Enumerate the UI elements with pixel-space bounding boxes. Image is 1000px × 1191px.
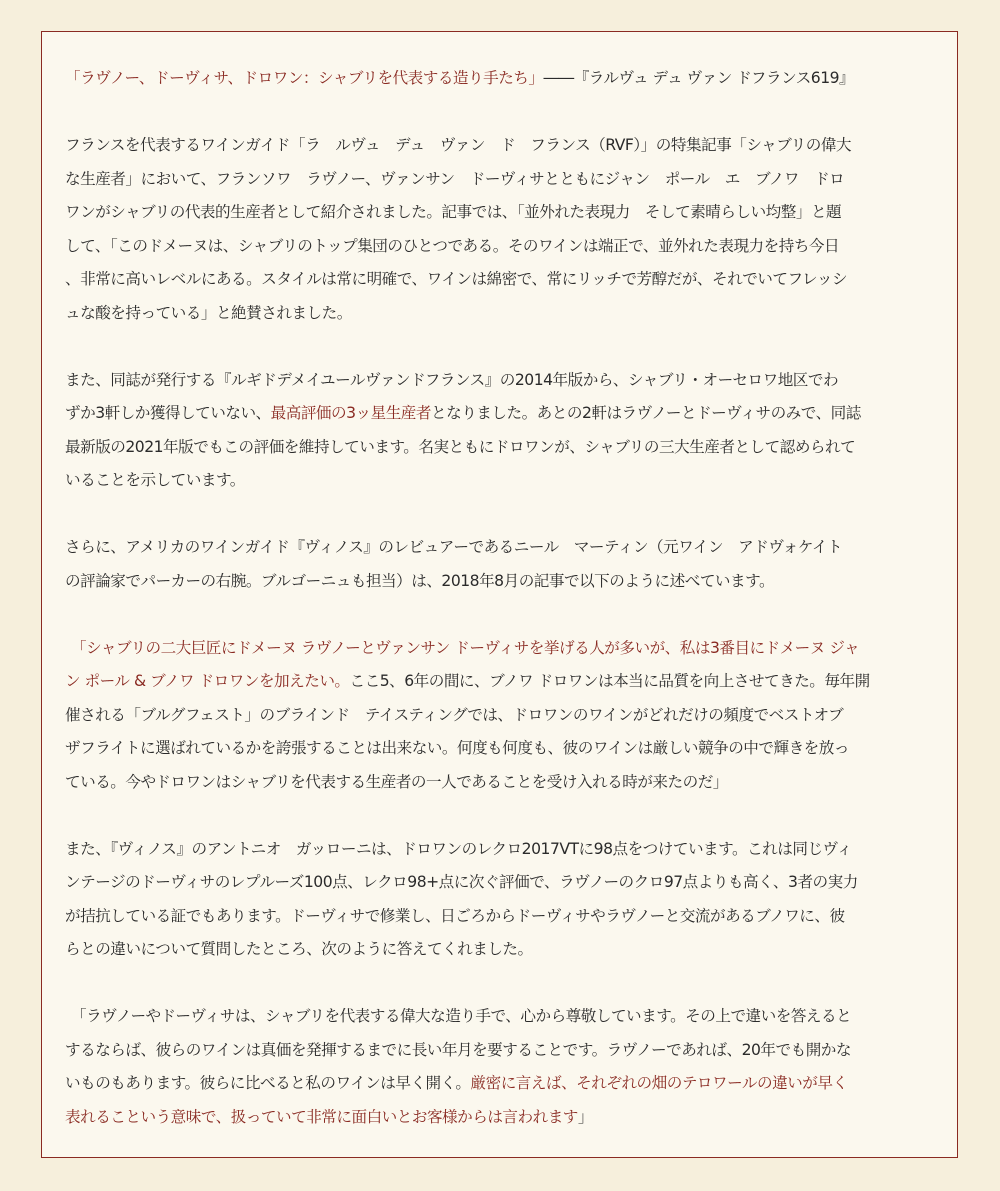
article-card [41, 31, 958, 1158]
paragraph-line: して、「このドメーヌは、シャブリのトップ集団のひとつである。そのワインは端正で、並外れた表現力を持ち今日 [65, 236, 840, 255]
text-span: ずか3軒しか獲得していない、 [65, 404, 271, 422]
paragraph-3 [65, 531, 933, 598]
paragraph-line: また、同誌が発行する『ルギドデメイユールヴァンドフランス』の2014年版から、シャブリ・オーセロワ地区でわ [65, 370, 839, 389]
paragraph-gap [65, 967, 933, 1001]
paragraph-line: ュな酸を持っている」と絶賛されました。 [65, 303, 352, 322]
paragraph-line: また、『ヴィノス』のアントニオ ガッローニは、ドロワンのレクロ2017VTに98点をつけています。これは同じヴィ [65, 839, 852, 858]
paragraph-6-quote [65, 1000, 933, 1134]
text-span: となりました。あとの2軒はラヴノーとドーヴィサのみで、同誌 [431, 404, 861, 422]
paragraph-line: フランスを代表するワインガイド「ラ ルヴュ デュ ヴァン ド フランス（RVF）」の特集記事「シャブリの偉大 [65, 136, 852, 154]
article-source: ――『ラルヴュ デュ ヴァン ドフランス619』 [543, 69, 855, 87]
paragraph-line: 最新版の2021年版でもこの評価を維持しています。名実ともにドロワンが、シャブリの三大生産者として認められて [65, 437, 856, 456]
text-span: 」 [577, 1107, 593, 1126]
paragraph-line: の評論家でパーカーの右腕。ブルゴーニュも担当）は、2018年8月の記事で以下のように述べています。 [65, 571, 775, 590]
article-title: 「ラヴノー、ドーヴィサ、ドロワン：シャブリを代表する造り手たち」 [65, 69, 544, 87]
text-span: いものもあります。彼らに比べると私のワインは早く開く。 [65, 1074, 471, 1092]
paragraph-gap [65, 799, 933, 833]
quote-line: 催される「ブルグフェスト」のブラインド テイスティングでは、ドロワンのワインがどれだけの頻度でベストオブ [65, 705, 844, 724]
paragraph-line: さらに、アメリカのワインガイド『ヴィノス』のレビュアーであるニール マーティン（元ワイン アドヴォケイト [65, 538, 843, 556]
quote-line: 「ラヴノーやドーヴィサは、シャブリを代表する偉大な造り手で、心から尊敬しています。その上で違いを答えると [71, 1007, 852, 1025]
paragraph-line [65, 397, 933, 431]
paragraph-line: いることを示しています。 [65, 471, 245, 489]
paragraph-4-quote [65, 632, 933, 800]
paragraph-line: ンテージのドーヴィサのレプルーズ100点、レクロ98+点に次ぐ評価で、ラヴノーのクロ97点よりも高く、3者の実力 [65, 873, 858, 891]
paragraph-gap [65, 330, 933, 364]
highlight-three-star: 最高評価の3ッ星生産者 [270, 404, 431, 422]
quote-line: ている。今やドロワンはシャブリを代表する生産者の一人であることを受け入れる時が来たのだ」 [65, 772, 728, 791]
paragraph-line: 、非常に高いレベルにある。スタイルは常に明確で、ワインは綿密で、常にリッチで芳醇だが、それでいてフレッシ [65, 270, 848, 288]
paragraph-line: らとの違いについて質問したところ、次のように答えてくれました。 [65, 940, 533, 958]
paragraph-gap [65, 498, 933, 532]
paragraph-gap [65, 598, 933, 632]
paragraph-2 [65, 364, 933, 498]
highlight-terroir: 表れるこという意味で、扱っていて非常に面白いとお客様からは言われます [65, 1107, 578, 1126]
paragraph-line: ワンがシャブリの代表的生産者として紹介されました。記事では、「並外れた表現力 そして素晴らしい均整」と題 [65, 203, 842, 221]
quote-line [65, 1101, 933, 1135]
highlight-terroir: 厳密に言えば、それぞれの畑のテロワールの違いが早く [470, 1074, 848, 1092]
paragraph-gap [65, 96, 933, 130]
quote-line: 「シャブリの二大巨匠にドメーヌ ラヴノーとヴァンサン ドーヴィサを挙げる人が多いが、私は3番目にドメーヌ ジャ [71, 638, 860, 657]
quote-line [65, 665, 933, 699]
quote-line [65, 1067, 933, 1101]
paragraph-line: が拮抗している証でもあります。ドーヴィサで修業し、日ごろからドーヴィサやラヴノーと交流があるブノワに、彼 [65, 906, 845, 925]
text-span: ここ5、6年の間に、ブノワ ドロワンは本当に品質を向上させてきた。毎年開 [349, 672, 870, 690]
paragraph-5 [65, 833, 933, 967]
quote-line: するならば、彼らのワインは真価を発揮するまでに長い年月を要することです。ラヴノーであれば、20年でも開かな [65, 1040, 851, 1059]
paragraph-line: な生産者」において、フランソワ ラヴノー、ヴァンサン ドーヴィサとともにジャン ポール エ ブノワ ドロ [65, 169, 845, 188]
highlight-quote: ン ポール & ブノワ ドロワンを加えたい。 [65, 672, 350, 690]
paragraph-1 [65, 129, 933, 330]
quote-line: ザフライトに選ばれているかを誇張することは出来ない。何度も何度も、彼のワインは厳しい競争の中で輝きを放っ [65, 739, 849, 757]
article-header [65, 62, 933, 96]
